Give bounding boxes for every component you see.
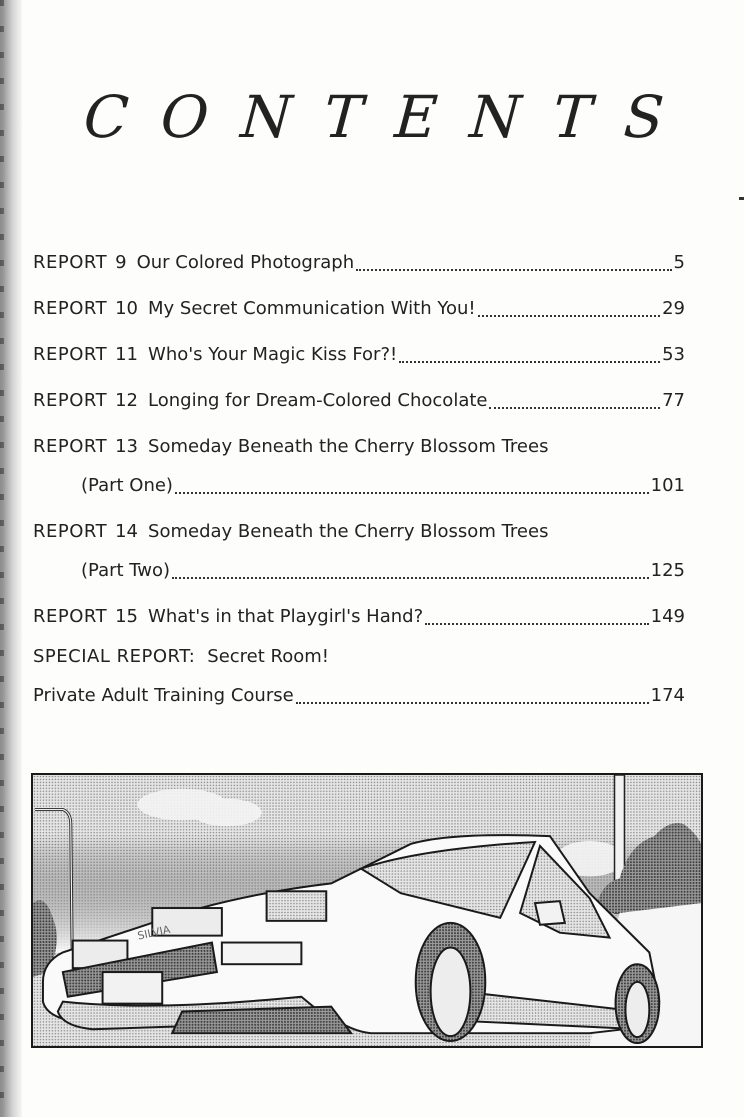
edge-mark (739, 197, 744, 200)
toc-entry[interactable] (33, 386, 685, 416)
toc-entry[interactable] (33, 248, 685, 278)
entry-subtitle: Private Adult Training Course (33, 685, 294, 706)
entry-subtitle: (Part One) (81, 475, 173, 496)
entry-number: 11 (115, 344, 139, 365)
title-letter: S (621, 83, 667, 151)
entry-number: 15 (115, 606, 139, 627)
entry-number: 13 (115, 436, 139, 457)
dot-leader (399, 361, 660, 363)
entry-page: 5 (673, 252, 685, 273)
car-illustration-panel (31, 773, 703, 1048)
entry-title: Someday Beneath the Cherry Blossom Trees (148, 436, 549, 457)
entry-number: 12 (115, 390, 139, 411)
toc-entry[interactable] (33, 294, 685, 324)
title-letter: T (321, 83, 366, 151)
toc-entry[interactable] (33, 602, 685, 632)
dot-leader (356, 269, 671, 271)
entry-number: 9 (115, 252, 127, 273)
entry-page: 125 (650, 560, 685, 581)
entry-title: Our Colored Photograph (136, 252, 355, 273)
toc-entry[interactable] (33, 340, 685, 370)
toc-entry[interactable] (33, 642, 685, 672)
entry-subtitle: (Part Two) (81, 560, 171, 581)
dot-leader (489, 407, 660, 409)
toc-entry-continuation[interactable] (33, 556, 685, 586)
entry-prefix: SPECIAL REPORT: (33, 646, 196, 667)
entry-title: My Secret Communication With You! (148, 298, 476, 319)
entry-title: Someday Beneath the Cherry Blossom Trees (148, 521, 549, 542)
page-title (81, 83, 667, 151)
entry-page: 77 (662, 390, 685, 411)
entry-number: 10 (115, 298, 139, 319)
entry-title: Secret Room! (207, 646, 330, 667)
entry-prefix: REPORT (33, 298, 108, 319)
entry-page: 29 (662, 298, 685, 319)
title-letter: T (550, 83, 595, 151)
entry-prefix: REPORT (33, 521, 108, 542)
dot-leader (175, 492, 649, 494)
toc-entry[interactable] (33, 432, 685, 462)
entry-title: What's in that Playgirl's Hand? (148, 606, 424, 627)
entry-prefix: REPORT (33, 606, 108, 627)
toc-entry-continuation[interactable] (33, 471, 685, 501)
entry-page: 174 (650, 685, 685, 706)
dot-leader (478, 315, 660, 317)
title-letter: N (467, 83, 524, 151)
car-illustration (33, 775, 701, 1046)
entry-prefix: REPORT (33, 252, 108, 273)
entry-page: 53 (662, 344, 685, 365)
car-badge: SILVIA (136, 922, 172, 943)
binding-edge (0, 0, 4, 1117)
dot-leader (296, 702, 649, 704)
entry-number: 14 (115, 521, 139, 542)
entry-prefix: REPORT (33, 390, 108, 411)
entry-prefix: REPORT (33, 436, 108, 457)
entry-title: Who's Your Magic Kiss For?! (148, 344, 398, 365)
toc-entry[interactable] (33, 517, 685, 547)
title-letter: C (81, 83, 131, 151)
entry-title: Longing for Dream-Colored Chocolate (148, 390, 488, 411)
title-letter: E (392, 83, 440, 151)
table-of-contents (33, 248, 685, 711)
toc-entry-continuation[interactable] (33, 681, 685, 711)
entry-page: 149 (650, 606, 685, 627)
dot-leader (172, 577, 649, 579)
title-letter: N (238, 83, 294, 151)
title-letter: O (158, 83, 211, 151)
entry-prefix: REPORT (33, 344, 108, 365)
entry-page: 101 (650, 475, 685, 496)
dot-leader (425, 623, 649, 625)
